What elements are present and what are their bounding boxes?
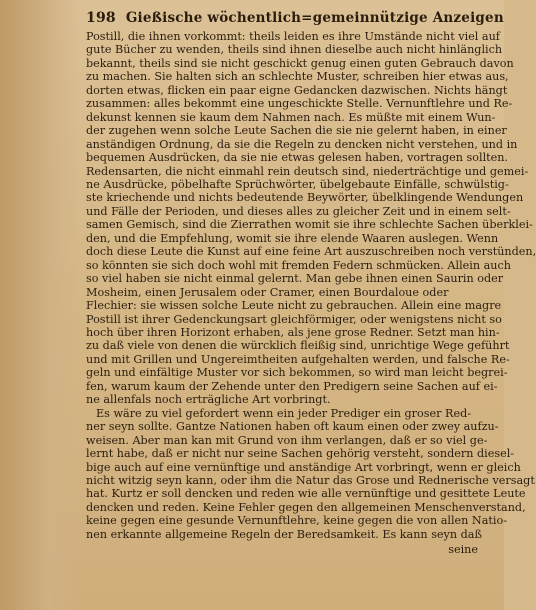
text-line: Flechier: sie wissen solche Leute nicht zu gebrauchen. Allein eine magre — [86, 299, 502, 313]
text-line: nen erkannte allgemeine Regeln der Beredsamkeit. Es kann seyn daß — [86, 527, 482, 541]
text-line: nicht witzig seyn kann, oder ihm die Natur das Grose und Rednerische versagt — [86, 473, 535, 487]
text-line: weisen. Aber man kan mit Grund von ihm verlangen, daß er so viel ge- — [86, 433, 488, 447]
text-line: anständigen Ordnung, da sie die Regeln zu dencken nicht verstehen, und in — [86, 137, 518, 151]
paragraph-1 — [86, 30, 536, 407]
text-line: keine gegen eine gesunde Vernunftlehre, keine gegen die von allen Natio- — [86, 514, 507, 528]
text-line: Mosheim, einen Jerusalem oder Cramer, einen Bourdaloue oder — [86, 285, 449, 299]
text-line: ne Ausdrücke, pöbelhafte Sprüchwörter, übelgebaute Einfälle, schwülstig- — [86, 177, 509, 191]
text-line: ner seyn sollte. Gantze Nationen haben oft kaum einen oder zwey aufzu- — [86, 420, 499, 434]
text-line: Postill, die ihnen vorkommt: theils leiden es ihre Umstände nicht viel auf — [86, 30, 500, 43]
text-line: samen Gemisch, sind die Zierrathen womit sie ihre schlechte Sachen überklei- — [86, 218, 533, 232]
text-line: bequemen Ausdrücken, da sie nie etwas gelesen haben, vortragen sollten. — [86, 151, 509, 165]
text-line: Postill ist ihrer Gedenckungsart gleichförmiger, oder wenigstens nicht so — [86, 312, 502, 326]
text-line: dencken und reden. Keine Fehler gegen den allgemeinen Menschenverstand, — [86, 500, 526, 514]
text-line: bige auch auf eine vernünftige und anständige Art vorbringt, wenn er gleich — [86, 460, 521, 474]
text-line: dorten etwas, flicken ein paar eigne Gedancken dazwischen. Nichts hängt — [86, 83, 508, 97]
text-line: bekannt, theils sind sie nicht geschickt genug einen guten Gebrauch davon — [86, 56, 514, 70]
page-header — [86, 10, 504, 26]
text-line: zusammen: alles bekommt eine ungeschickte Stelle. Vernunftlehre und Re- — [86, 97, 513, 111]
text-line: hat. Kurtz er soll dencken und reden wie alle vernünftige und gesittete Leute — [86, 487, 526, 501]
page-body — [86, 30, 536, 541]
text-line: Es wäre zu viel gefordert wenn ein jeder Prediger ein groser Red- — [96, 406, 472, 420]
text-line: ste kriechende und nichts bedeutende Beywörter, übelklingende Wendungen — [86, 191, 524, 205]
text-line: zu machen. Sie halten sich an schlechte Muster, schreiben hier etwas aus, — [86, 70, 509, 84]
text-line: ne allenfals noch erträgliche Art vorbringt. — [86, 393, 331, 407]
page-gutter-shadow — [0, 0, 80, 610]
text-line: fen, warum kaum der Zehende unter den Predigern seine Sachen auf ei- — [86, 379, 498, 393]
text-line: so viel haben sie nicht einmal gelernt. Man gebe ihnen einen Saurin oder — [86, 272, 504, 286]
text-line: doch diese Leute die Kunst auf eine feine Art auszuschreiben noch verstünden, — [86, 245, 536, 259]
text-line: und Fälle der Perioden, und dieses alles zu gleicher Zeit und in einem selt- — [86, 204, 511, 218]
text-line: geln und einfältige Muster vor sich bekommen, so wird man leicht begrei- — [86, 366, 508, 380]
text-line: den, und die Empfehlung, womit sie ihre elende Waaren auslegen. Wenn — [86, 231, 499, 245]
catchword: seine — [448, 543, 478, 557]
page-number: 198 — [86, 10, 116, 26]
text-line: so könnten sie sich doch wohl mit fremden Federn schmücken. Allein auch — [86, 258, 511, 272]
text-line: dekunst kennen sie kaum dem Nahmen nach. Es müßte mit einem Wun- — [86, 110, 496, 124]
text-line: zu daß viele von denen die würcklich fleißig sind, unrichtige Wege geführt — [86, 339, 510, 353]
text-line: Redensarten, die nicht einmahl rein deutsch sind, niederträchtige und gemei- — [86, 164, 529, 178]
text-line: und mit Grillen und Ungereimtheiten aufgehalten werden, und falsche Re- — [86, 352, 510, 366]
paragraph-2 — [86, 406, 535, 542]
text-line: gute Bücher zu wenden, theils sind ihnen dieselbe auch nicht hinlänglich — [86, 43, 503, 57]
running-title: Gießische wöchentlich=gemeinnützige Anzeigen — [125, 10, 504, 26]
text-line: hoch über ihren Horizont erhaben, als jene grose Redner. Setzt man hin- — [86, 325, 500, 339]
text-line: der zugehen wenn solche Leute Sachen die sie nie gelernt haben, in einer — [86, 124, 507, 138]
text-line: lernt habe, daß er nicht nur seine Sachen gehörig versteht, sondern diesel- — [86, 447, 515, 461]
